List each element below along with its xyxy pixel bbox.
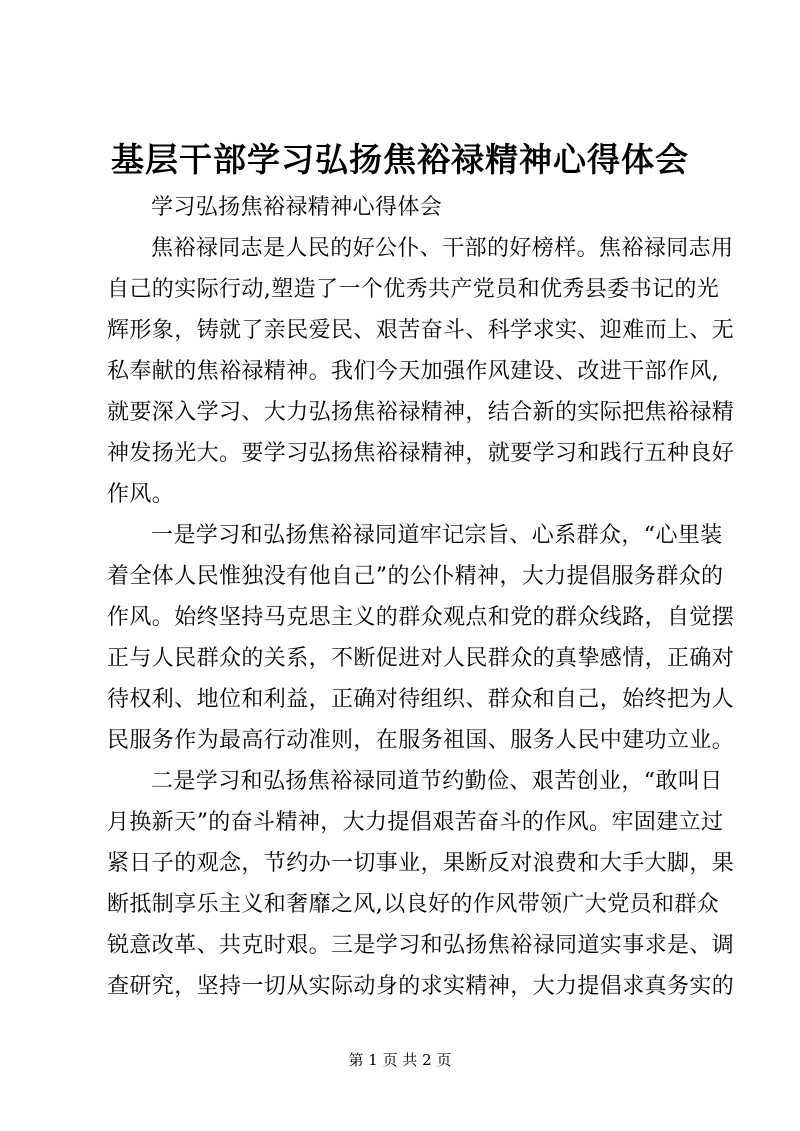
paragraph-line: 自己的实际行动,塑造了一个优秀共产党员和优秀县委书记的光 [107, 277, 720, 302]
paragraph-line: 就要深入学习、大力弘扬焦裕禄精神，结合新的实际把焦裕禄精 [107, 400, 735, 425]
paragraph-line: 私奉献的焦裕禄精神。我们今天加强作风建设、改进干部作风, [107, 359, 720, 384]
paragraph-line: 查研究，坚持一切从实际动身的求实精神，大力提倡求真务实的 [107, 974, 735, 999]
paragraph-line: 待权利、地位和利益，正确对待组织、群众和自己，始终把为人 [107, 687, 735, 712]
document-body [107, 187, 735, 1007]
paragraph-line: 着全体人民惟独没有他自己”的公仆精神，大力提倡服务群众的 [107, 564, 724, 589]
paragraph-line: 作风。 [107, 482, 175, 507]
subtitle-line: 学习弘扬焦裕禄精神心得体会 [151, 195, 443, 220]
paragraph-line: 民服务作为最高行动准则，在服务祖国、服务人民中建功立业。 [107, 728, 735, 753]
paragraph-line: 月换新天”的奋斗精神，大力提倡艰苦奋斗的作风。牢固建立过 [107, 810, 724, 835]
document-title: 基层干部学习弘扬焦裕禄精神心得体会 [111, 140, 689, 179]
paragraph-line: 紧日子的观念，节约办一切事业，果断反对浪费和大手大脚，果 [107, 851, 735, 876]
paragraph-line: 二是学习和弘扬焦裕禄同道节约勤俭、艰苦创业，“敢叫日 [151, 769, 723, 794]
paragraph-line: 一是学习和弘扬焦裕禄同道牢记宗旨、心系群众，“心里装 [151, 523, 723, 548]
paragraph-line: 作风。始终坚持马克思主义的群众观点和党的群众线路，自觉摆 [107, 605, 735, 630]
paragraph-line: 辉形象，铸就了亲民爱民、艰苦奋斗、科学求实、迎难而上、无 [107, 318, 735, 343]
page-number-footer: 第 1 页 共 2 页 [348, 1051, 452, 1069]
paragraph-line: 锐意改革、共克时艰。三是学习和弘扬焦裕禄同道实事求是、调 [107, 933, 735, 958]
paragraph-line: 断抵制享乐主义和奢靡之风,以良好的作风带领广大党员和群众 [107, 892, 720, 917]
paragraph-line: 神发扬光大。要学习弘扬焦裕禄精神，就要学习和践行五种良好 [107, 441, 735, 466]
paragraph-line: 正与人民群众的关系，不断促进对人民群众的真挚感情，正确对 [107, 646, 735, 671]
paragraph-line: 焦裕禄同志是人民的好公仆、干部的好榜样。焦裕禄同志用 [151, 236, 734, 261]
